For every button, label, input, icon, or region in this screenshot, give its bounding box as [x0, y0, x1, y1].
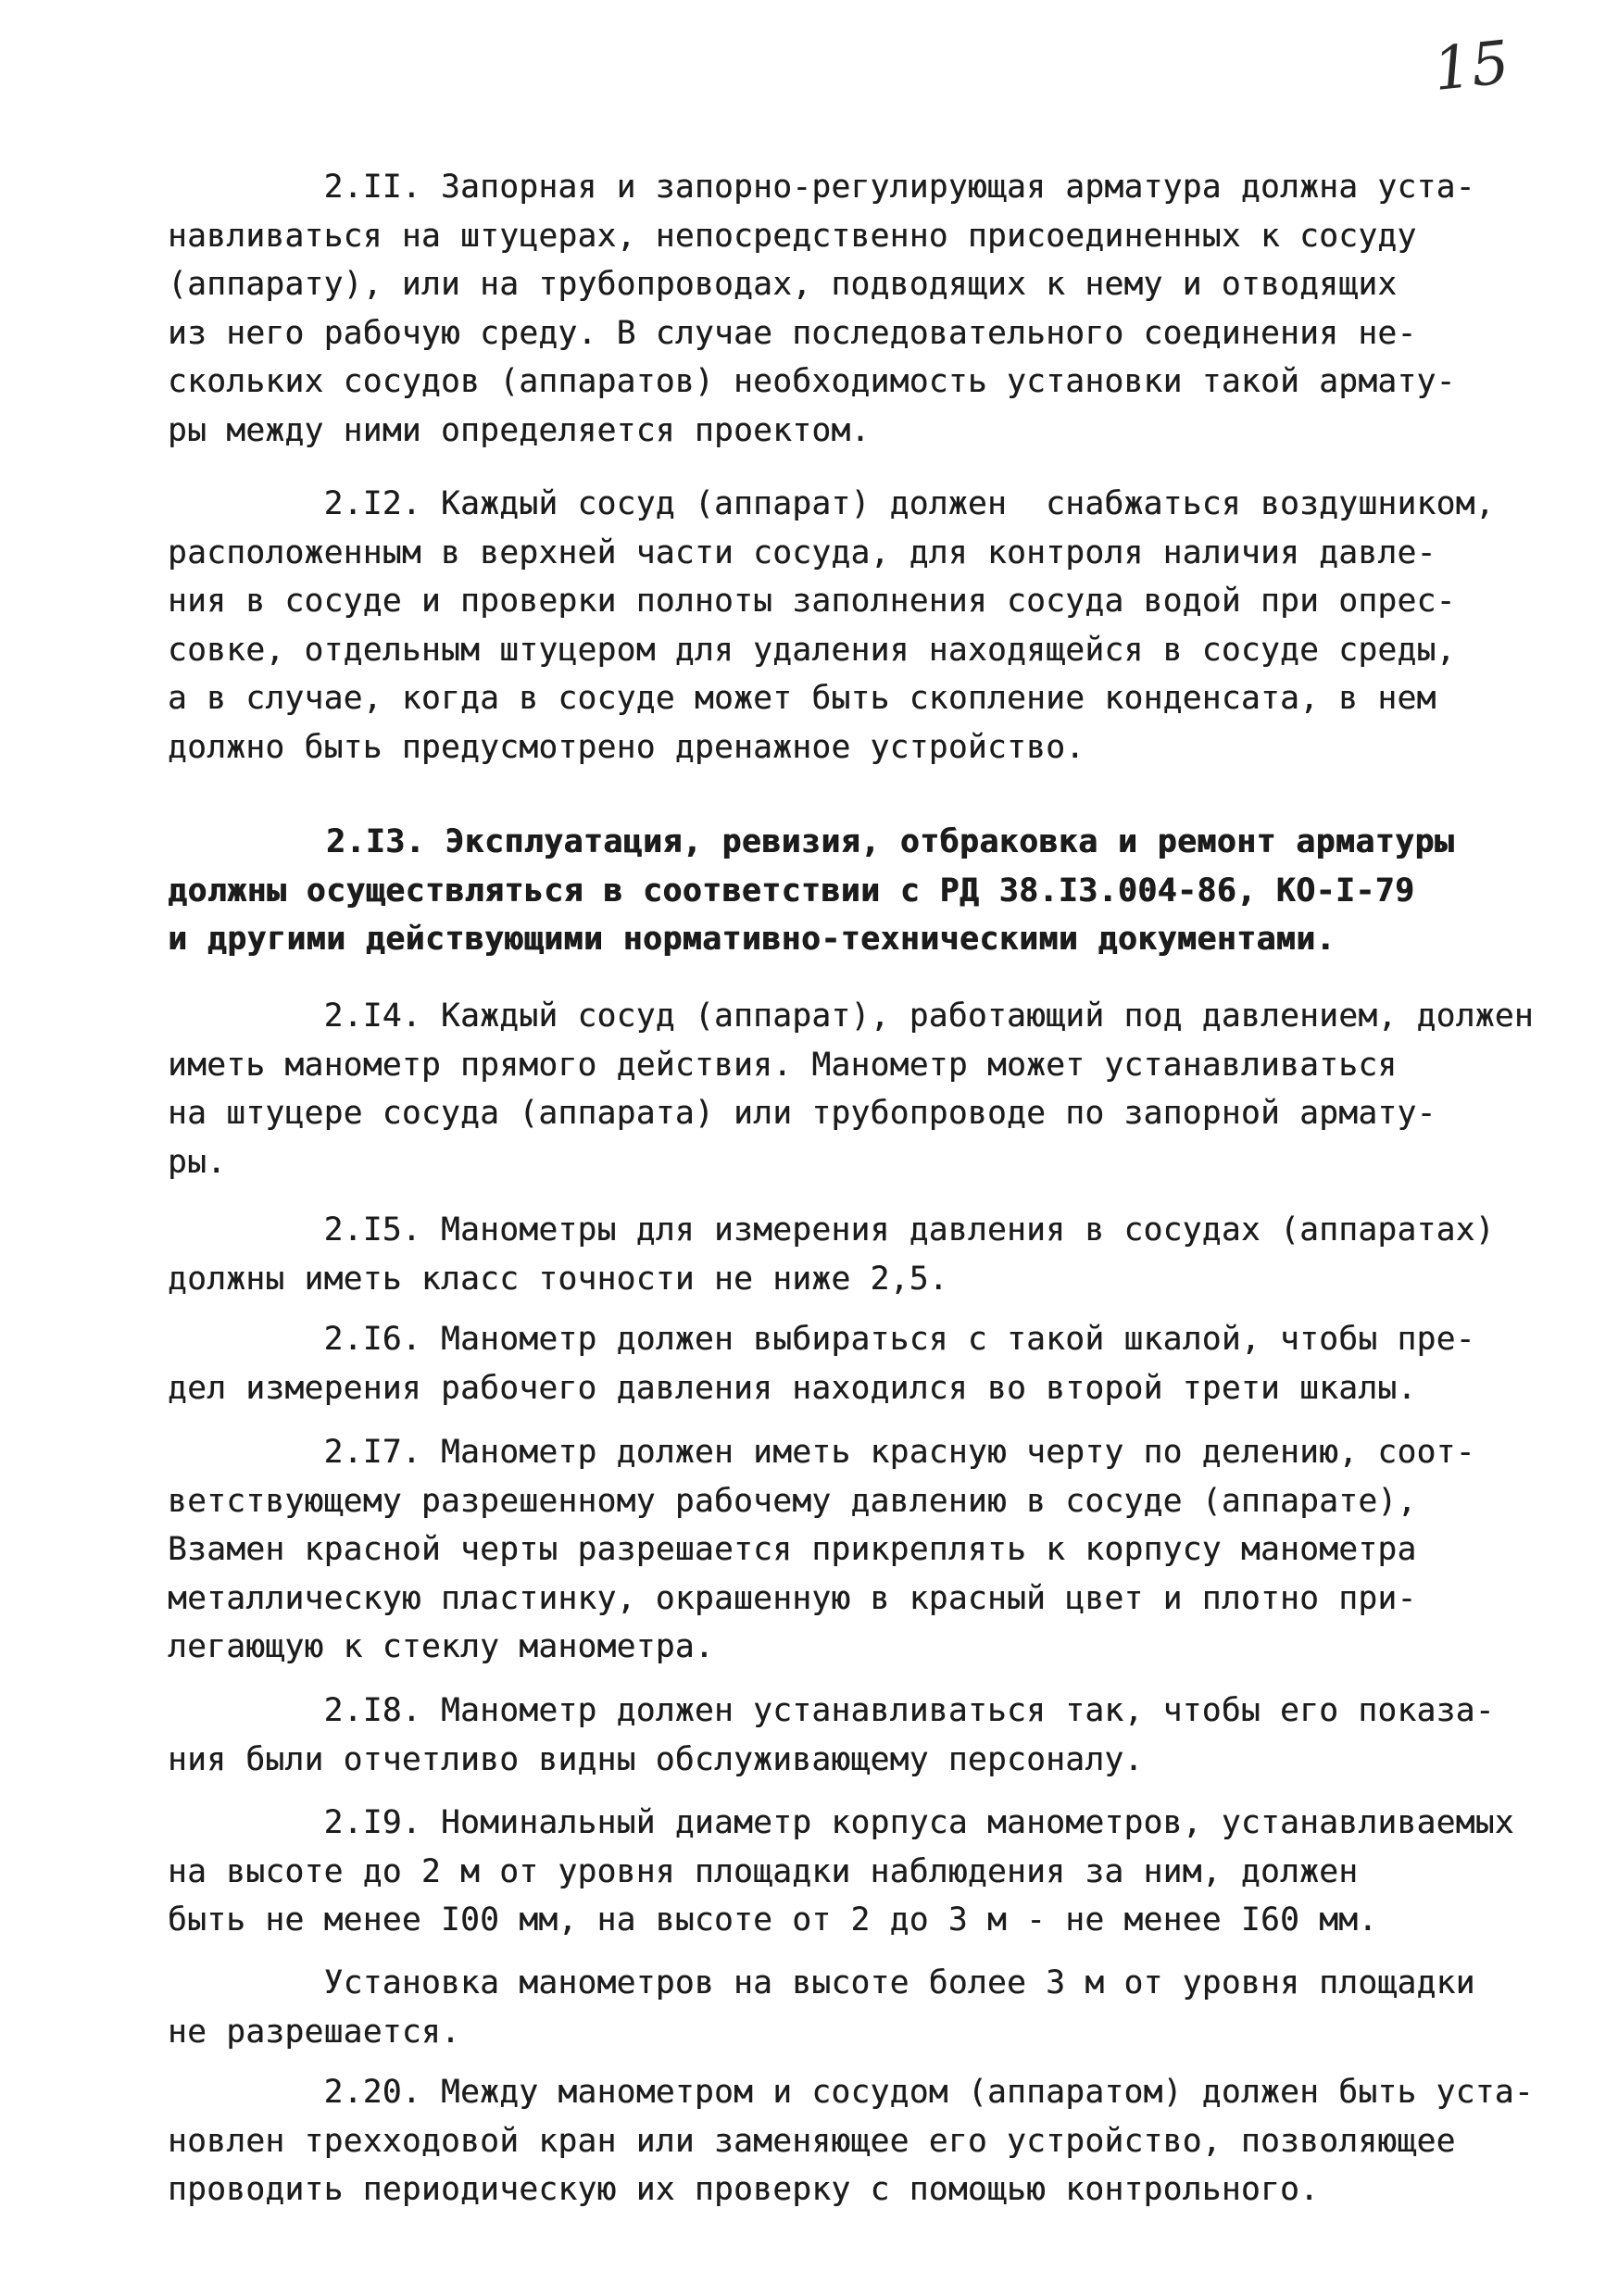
page-number: 15: [1430, 28, 1513, 106]
paragraph-2-15: 2.I5. Манометры для измерения давления в сосудах (аппаратах) должны иметь класс точности не ниже 2,5.: [168, 1211, 1495, 1298]
paragraph-2-14: 2.I4. Каждый сосуд (аппарат), работающий под давлением, должен иметь манометр прямого действия. Манометр может устанавливаться на штуцере сосуда (аппарата) или трубопроводе по запорной армату- ры.: [168, 997, 1534, 1181]
paragraph-2-16: 2.I6. Манометр должен выбираться с такой шкалой, чтобы пре- дел измерения рабочего давления находился во второй трети шкалы.: [168, 1321, 1475, 1407]
paragraph-2-20: 2.20. Между манометром и сосудом (аппаратом) должен быть уста- новлен трехходовой кран или заменяющее его устройство, позволяющее проводить периодическую их проверку с помощью контрольного.: [168, 2074, 1534, 2208]
paragraph-2-11: 2.II. Запорная и запорно-регулирующая арматура должна уста- навливаться на штуцерах, непосредственно присоединенных к сосуду (аппарату), или на трубопроводах, подводящих к нему и отводящих из него рабочую среду. В случае последовательного соединения не- скольких сосудов (аппаратов) необходимость установки такой армату- ры между ними определяется проектом.: [168, 169, 1475, 449]
paragraph-2-18: 2.I8. Манометр должен устанавливаться так, чтобы его показа- ния были отчетливо видны обслуживающему персоналу.: [168, 1692, 1495, 1778]
paragraph-2-13: 2.I3. Эксплуатация, ревизия, отбраковка и ремонт арматуры должны осуществляться в соответствии с РД 38.I3.004-86, КО-I-79 и другими действующими нормативно-техническими документами.: [168, 823, 1455, 958]
paragraph-2-12: 2.I2. Каждый сосуд (аппарат) должен снабжаться воздушником, расположенным в верхней части сосуда, для контроля наличия давле- ния в сосуде и проверки полноты заполнения сосуда водой при опрес- совке, отдельным штуцером для удаления находящейся в сосуде среды, а в случае, когда в сосуде может быть скопление конденсата, в нем должно быть предусмотрено дренажное устройство.: [168, 485, 1495, 766]
paragraph-2-19-continued: Установка манометров на высоте более 3 м от уровня площадки не разрешается.: [168, 1964, 1475, 2051]
paragraph-2-19: 2.I9. Номинальный диаметр корпуса манометров, устанавливаемых на высоте до 2 м от уровня площадки наблюдения за ним, должен быть не менее I00 мм, на высоте от 2 до 3 м - не менее I60 мм.: [168, 1804, 1514, 1938]
paragraph-2-17: 2.I7. Манометр должен иметь красную черту по делению, соот- ветствующему разрешенному рабочему давлению в сосуде (аппарате), Взамен красной черты разрешается прикреплять к корпусу манометра металлическую пластинку, окрашенную в красный цвет и плотно при- легающую к стеклу манометра.: [168, 1434, 1475, 1665]
